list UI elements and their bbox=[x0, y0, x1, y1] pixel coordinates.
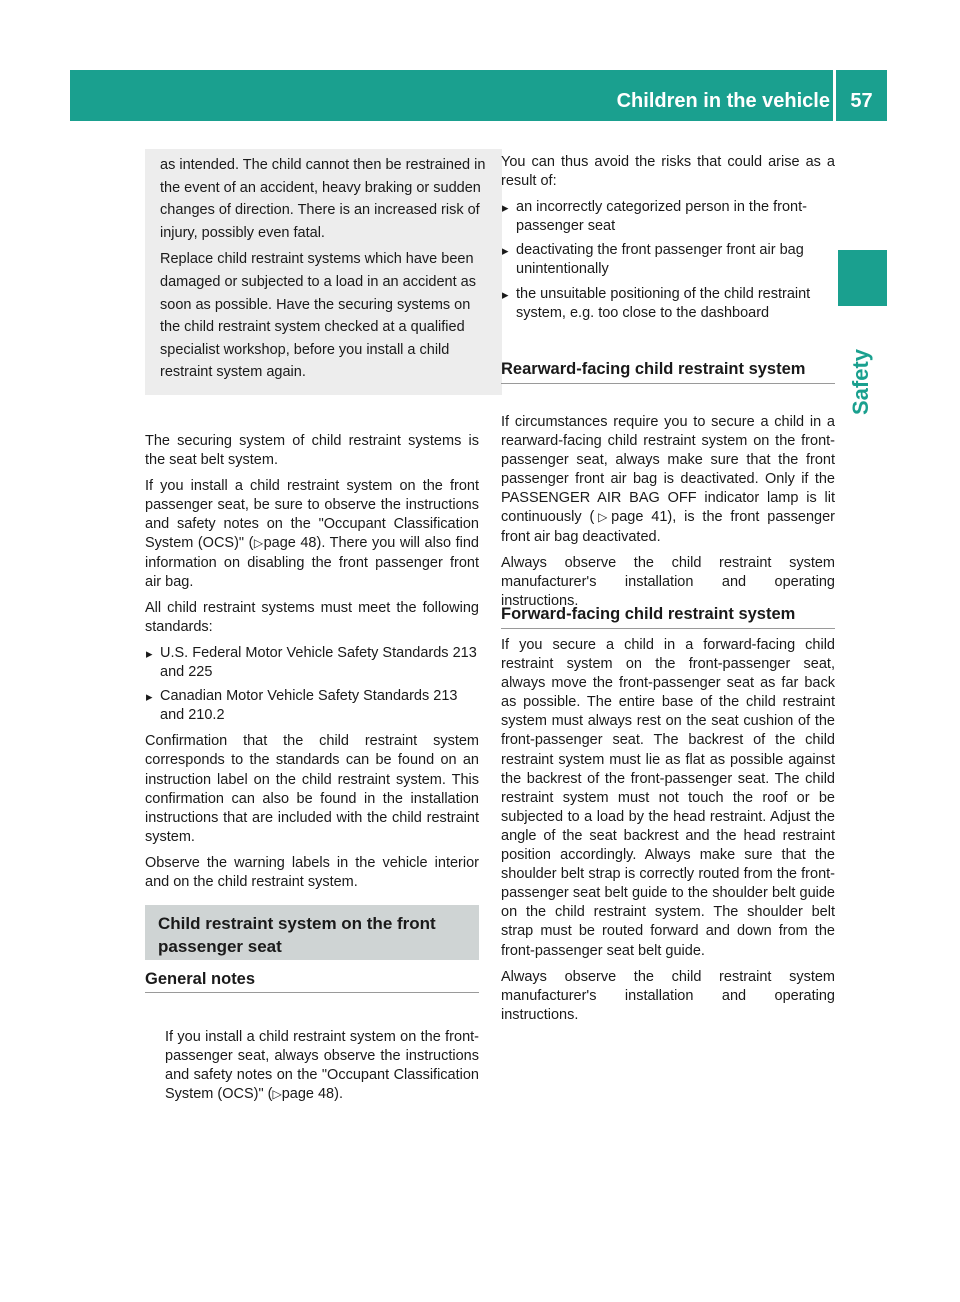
right-column-intro bbox=[501, 153, 835, 330]
paragraph: If circumstances require you to secure a child in a rearward-facing child restraint system on the front-passenger seat, always make sure that the front passenger front air bag is deactivated. Only if the PASSENGER AIR BAG OFF indicator lamp is lit continuously (▷page 41), is the front passenger front air bag deactivated. bbox=[501, 414, 836, 545]
paragraph: Observe the warning labels in the vehicle interior and on the child restraint system. bbox=[145, 854, 479, 890]
paragraph: The securing system of child restraint systems is the seat belt system. bbox=[145, 433, 479, 469]
heading-rule bbox=[501, 383, 835, 384]
list-item: ▸ an incorrectly categorized person in the front-passenger seat bbox=[501, 198, 835, 236]
paragraph: Always observe the child restraint system manufacturer's installation and operating instructions. bbox=[501, 554, 835, 609]
paragraph: If you secure a child in a forward-facing child restraint system on the front-passenger seat, always move the front-passenger seat as far back as possible. The entire base of the child restraint system must always rest on the seat cushion of the front-passenger seat. The backrest of the child restraint system must lie as flat as possible against the backrest of the front-passenger seat. The child restraint system must not touch the roof or be subjected to a load by the head restraint. Adjust the angle of the seat backrest and the head restraint position accordingly. Always make sure that the shoulder belt strap is correctly routed from the front-passenger seat belt guide to the shoulder belt guide on the child restraint system. The shoulder belt strap must be routed forward and down from the front-passenger seat belt guide. bbox=[501, 637, 835, 959]
forward-facing-heading: Forward-facing child restraint system bbox=[501, 599, 835, 629]
page-reference-link[interactable]: page 48 bbox=[263, 535, 317, 552]
rearward-facing-heading: Rearward-facing child restraint system bbox=[501, 355, 835, 385]
rearward-facing-text bbox=[501, 413, 835, 618]
list-item: ▸ U.S. Federal Motor Vehicle Safety Standards 213 and 225 bbox=[145, 644, 479, 682]
left-column-text bbox=[145, 432, 479, 899]
warning-paragraph: as intended. The child cannot then be restrained in the event of an accident, heavy braking or sudden changes of direction. There is an increased risk of injury, possibly even fatal. bbox=[160, 157, 486, 241]
paragraph: All child restraint systems must meet the following standards: bbox=[145, 599, 479, 635]
page-ref-arrow-icon: ▷ bbox=[253, 536, 264, 551]
general-notes-heading: General notes bbox=[145, 964, 479, 994]
risks-list bbox=[501, 198, 835, 323]
heading-rule bbox=[145, 992, 479, 993]
section-tab-marker bbox=[838, 250, 887, 306]
warning-box bbox=[145, 149, 502, 395]
forward-facing-text bbox=[501, 636, 835, 1032]
page-reference-link[interactable]: page 48 bbox=[281, 1086, 335, 1103]
paragraph: If you install a child restraint system on the front-passenger seat, always observe the instructions and safety notes on the "Occupant Classification System (OCS)" (▷page 48). bbox=[165, 1029, 479, 1103]
list-item: ▸ deactivating the front passenger front air bag unintentionally bbox=[501, 241, 835, 279]
list-item: ▸ Canadian Motor Vehicle Safety Standards 213 and 210.2 bbox=[145, 687, 479, 725]
page-ref-arrow-icon: ▷ bbox=[594, 510, 612, 525]
page-ref-arrow-icon: ▷ bbox=[272, 1087, 282, 1102]
standards-list bbox=[145, 644, 479, 725]
section-title: Child restraint system on the front passenger seat bbox=[158, 914, 436, 956]
warning-paragraph: Replace child restraint systems which have been damaged or subjected to a load in an accident as soon as possible. Have the securing systems on the child restraint system checked at a qualified specialist workshop, before you install a child restraint system again. bbox=[160, 251, 476, 381]
section-side-label: Safety bbox=[848, 348, 873, 415]
paragraph: If you install a child restraint system on the front passenger seat, be sure to observe the instructions and safety notes on the "Occupant Classification System (OCS)" (▷page 48). There you will also find information on disabling the front passenger front air bag. bbox=[145, 478, 479, 590]
page-number: 57 bbox=[850, 90, 873, 112]
paragraph: Confirmation that the child restraint system corresponds to the standards can be found on an instruction label on the child restraint system. This confirmation can also be found in the installation instructions that are included with the child restraint system. bbox=[145, 733, 479, 845]
paragraph: You can thus avoid the risks that could arise as a result of: bbox=[501, 154, 835, 190]
heading-rule bbox=[501, 628, 835, 629]
paragraph: Always observe the child restraint system manufacturer's installation and operating instructions. bbox=[501, 968, 835, 1023]
page-reference-link[interactable]: page 41 bbox=[611, 509, 668, 526]
general-notes-text bbox=[165, 1028, 479, 1111]
page-header-title: Children in the vehicle bbox=[616, 90, 830, 112]
list-item: ▸ the unsuitable positioning of the child restraint system, e.g. too close to the dashboard bbox=[501, 285, 835, 323]
